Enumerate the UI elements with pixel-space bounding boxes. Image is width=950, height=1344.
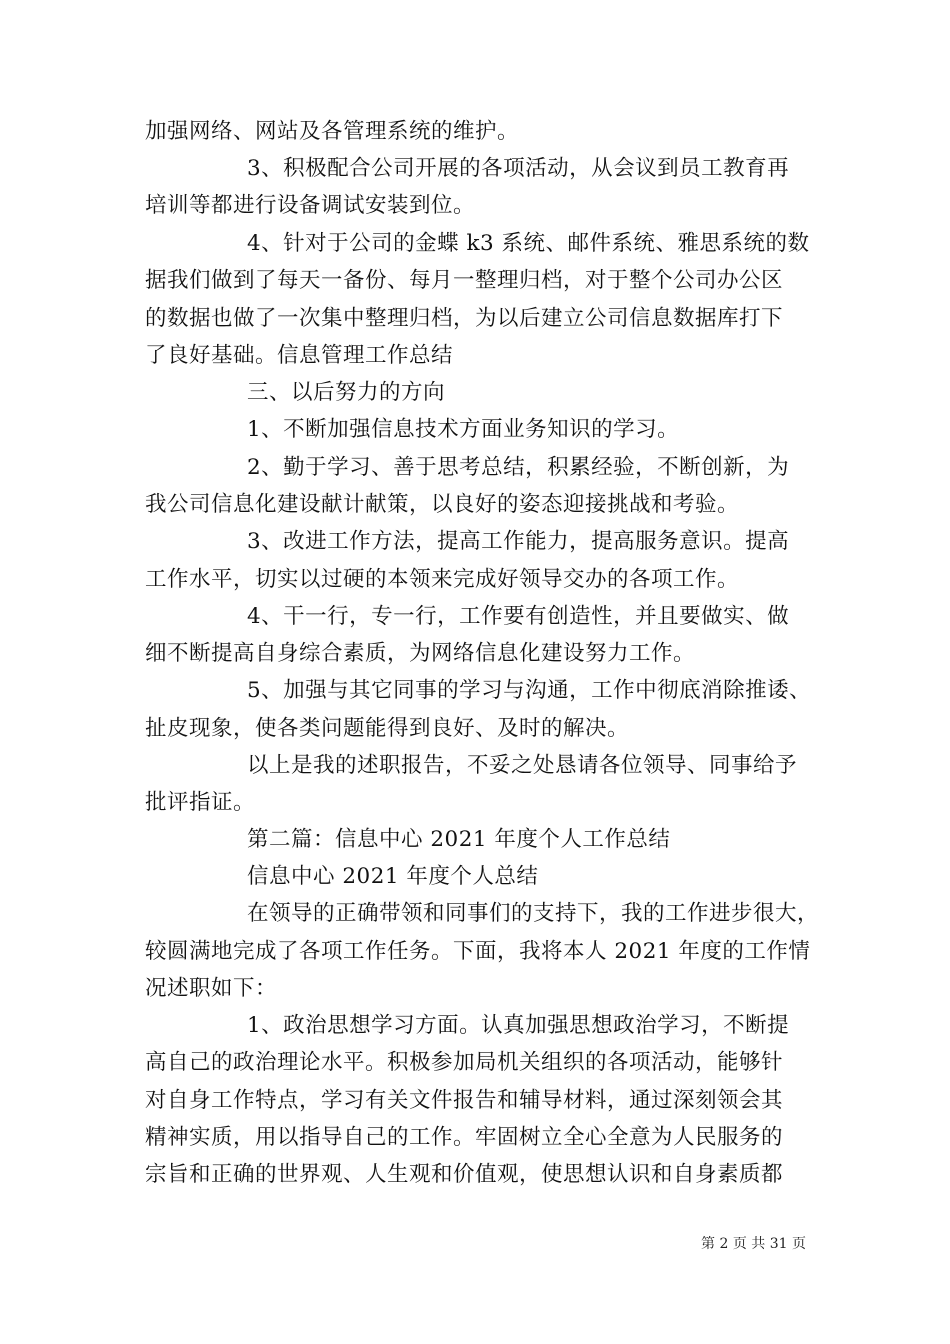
text-line: 培训等都进行设备调试安装到位。 <box>145 193 476 218</box>
text-line: 4、干一行，专一行，工作要有创造性，并且要做实、做 <box>247 604 790 629</box>
section-heading: 信息中心 2021 年度个人总结 <box>247 864 539 889</box>
text-line: 宗旨和正确的世界观、人生观和价值观，使思想认识和自身素质都 <box>145 1162 784 1187</box>
text-line: 扯皮现象，使各类问题能得到良好、及时的解决。 <box>145 716 630 741</box>
text-line: 工作水平，切实以过硬的本领来完成好领导交办的各项工作。 <box>145 567 740 592</box>
text-line: 精神实质，用以指导自己的工作。牢固树立全心全意为人民服务的 <box>145 1125 784 1150</box>
text-line: 了良好基础。信息管理工作总结 <box>145 343 454 368</box>
text-line: 高自己的政治理论水平。积极参加局机关组织的各项活动，能够针 <box>145 1050 784 1075</box>
text-line: 对自身工作特点，学习有关文件报告和辅导材料，通过深刻领会其 <box>145 1088 784 1113</box>
text-line: 3、改进工作方法，提高工作能力，提高服务意识。提高 <box>247 529 790 554</box>
text-line: 较圆满地完成了各项工作任务。下面，我将本人 2021 年度的工作情 <box>145 939 811 964</box>
text-line: 况述职如下： <box>145 976 278 1001</box>
text-line: 1、政治思想学习方面。认真加强思想政治学习，不断提 <box>247 1013 790 1038</box>
text-line: 的数据也做了一次集中整理归档，为以后建立公司信息数据库打下 <box>145 306 784 331</box>
text-line: 1、不断加强信息技术方面业务知识的学习。 <box>247 417 680 442</box>
text-line: 5、加强与其它同事的学习与沟通，工作中彻底消除推诿、 <box>247 678 812 703</box>
text-line: 4、针对于公司的金蝶 k3 系统、邮件系统、雅思系统的数 <box>247 231 810 256</box>
text-line: 2、勤于学习、善于思考总结，积累经验，不断创新，为 <box>247 455 790 480</box>
page-number: 第 2 页 共 31 页 <box>701 1236 806 1252</box>
text-line: 以上是我的述职报告，不妥之处恳请各位领导、同事给予 <box>247 753 798 778</box>
text-line: 加强网络、网站及各管理系统的维护。 <box>145 119 520 144</box>
text-line: 批评指证。 <box>145 790 256 815</box>
section-heading: 三、以后努力的方向 <box>247 380 446 405</box>
text-line: 我公司信息化建设献计献策，以良好的姿态迎接挑战和考验。 <box>145 492 740 517</box>
text-line: 细不断提高自身综合素质，为网络信息化建设努力工作。 <box>145 641 696 666</box>
text-line: 在领导的正确带领和同事们的支持下，我的工作进步很大， <box>247 901 820 926</box>
section-heading: 第二篇：信息中心 2021 年度个人工作总结 <box>247 827 671 852</box>
text-line: 3、积极配合公司开展的各项活动，从会议到员工教育再 <box>247 156 790 181</box>
text-line: 据我们做到了每天一备份、每月一整理归档，对于整个公司办公区 <box>145 268 784 293</box>
